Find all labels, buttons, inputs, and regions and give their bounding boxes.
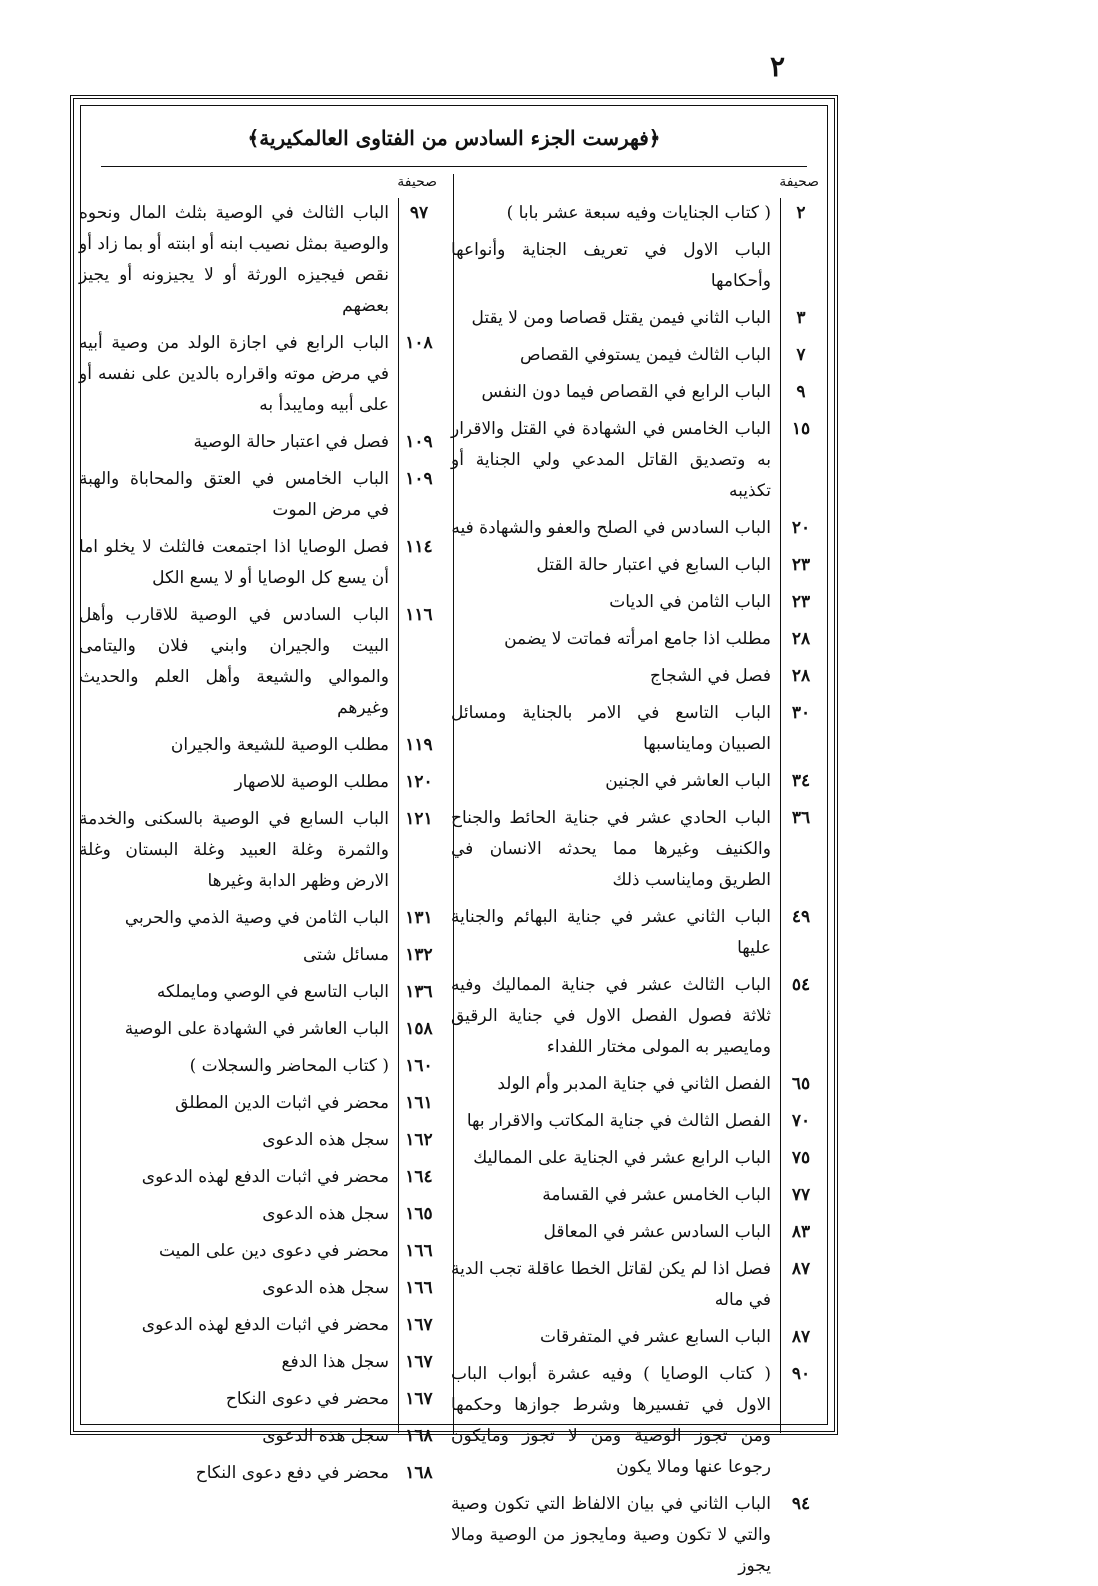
entry-title: الباب التاسع في الوصي ومايملكه [156, 982, 389, 1002]
entry-page-number: ١٣٢ [405, 945, 433, 965]
index-entry [79, 1014, 439, 1045]
entry-page-number: ١٦٧ [405, 1352, 433, 1372]
entry-page-number: ٢٠ [791, 518, 811, 538]
entry-page-number: ٤٩ [791, 907, 811, 927]
index-entry [79, 1125, 439, 1156]
entry-page-number: ٩٠ [791, 1364, 811, 1384]
index-entry [79, 767, 439, 798]
index-frame-inner [79, 105, 828, 1576]
entry-page-number: ١٦٧ [405, 1315, 433, 1335]
index-entry [451, 414, 821, 507]
index-entry [79, 1310, 439, 1341]
entry-title: الباب الثاني عشر في جناية البهائم والجناية عليها [451, 907, 771, 958]
entry-title: ( كتاب الجنايات وفيه سبعة عشر بابا ) [506, 203, 771, 223]
index-entry [451, 550, 821, 581]
entry-title: الفصل الثاني في جناية المدبر وأم الولد [497, 1074, 771, 1094]
entry-page-number: ٧٥ [791, 1148, 811, 1168]
entry-page-number: ١٦٨ [405, 1426, 433, 1446]
entry-title: الباب التاسع في الامر بالجناية ومسائل الصبيان ومايناسبها [451, 703, 771, 754]
index-entry [451, 1254, 821, 1316]
entry-page-number: ٣ [796, 308, 806, 328]
entry-title: محضر في دفع دعوى النكاح [195, 1463, 389, 1483]
index-entry [451, 1489, 821, 1582]
entry-page-number: ٨٧ [791, 1259, 811, 1279]
index-entry [451, 766, 821, 797]
entry-title: الباب الثاني في بيان الالفاظ التي تكون وصية والتي لا تكون وصية ومايجوز من الوصية ومالا يجوز [451, 1494, 771, 1576]
entry-title: محضر في اثبات الدفع لهذه الدعوى [141, 1315, 389, 1335]
index-entry [451, 970, 821, 1063]
entry-title: سجل هذه الدعوى [262, 1426, 389, 1446]
index-entry [79, 198, 439, 322]
index-entry [451, 1359, 821, 1483]
index-entry [79, 1162, 439, 1193]
entry-page-number: ١٦٢ [405, 1130, 433, 1150]
entry-page-number: ٥٤ [791, 975, 811, 995]
index-entry [451, 1180, 821, 1211]
entry-page-number: ٣٦ [791, 808, 811, 828]
entry-page-number: ١٣١ [405, 908, 433, 928]
index-entry [451, 340, 821, 371]
entry-page-number: ١٢٠ [405, 772, 433, 792]
entry-title: الباب السابع في الوصية بالسكنى والخدمة والثمرة وغلة العبيد وغلة البستان وغلة الارض وظهر الدابة وغيرها [79, 809, 389, 891]
entry-title: الباب الاول في تعريف الجناية وأنواعها وأحكامها [451, 240, 771, 291]
entry-title: مطلب الوصية للاصهار [234, 772, 389, 792]
entry-title: الباب الثامن في الديات [609, 592, 771, 612]
entry-page-number: ٢ [796, 203, 806, 223]
entry-title: سجل هذه الدعوى [262, 1130, 389, 1150]
index-entry [79, 1347, 439, 1378]
index-entry [451, 902, 821, 964]
index-entry [79, 328, 439, 421]
entry-page-number: ١٢١ [405, 809, 433, 829]
entry-title: الباب الثالث عشر في جناية المماليك وفيه ثلاثة فصول الفصل الاول في جناية الرقيق ومايصير به المولى مختار اللفداء [451, 975, 771, 1057]
entry-title: الباب الرابع عشر في الجناية على المماليك [473, 1148, 771, 1168]
entry-title: محضر في دعوى دين على الميت [158, 1241, 389, 1261]
index-entry [451, 1143, 821, 1174]
entry-page-number: ١٦٨ [405, 1463, 433, 1483]
title-rule [101, 166, 807, 167]
entry-title: الباب السادس عشر في المعاقل [543, 1222, 771, 1242]
entry-title: محضر في اثبات الدفع لهذه الدعوى [141, 1167, 389, 1187]
entry-title: مسائل شتى [302, 945, 389, 965]
entry-title: فصل الوصايا اذا اجتمعت فالثلث لا يخلو اما أن يسع كل الوصايا أو لا يسع الكل [79, 537, 389, 588]
index-entry [79, 1421, 439, 1452]
entry-title: الباب الثاني فيمن يقتل قصاصا ومن لا يقتل [471, 308, 771, 328]
entry-page-number: ١١٦ [405, 605, 433, 625]
index-entry [79, 804, 439, 897]
entry-page-number: ١٦١ [405, 1093, 433, 1113]
entry-page-number: ٧٠ [791, 1111, 811, 1131]
entry-title: الباب السابع عشر في المتفرقات [540, 1327, 771, 1347]
entry-title: الباب الرابع في القصاص فيما دون النفس [481, 382, 771, 402]
entry-page-number: ٨٧ [791, 1327, 811, 1347]
entry-title: الباب الرابع في اجازة الولد من وصية أبيه في مرض موته واقراره بالدين على نفسه أو على أبيه ومايبدأ به [79, 333, 389, 415]
index-entry [79, 1384, 439, 1415]
entry-page-number: ١٠٩ [405, 432, 433, 452]
entry-page-number: ٢٨ [791, 629, 811, 649]
entry-page-number: ٨٣ [791, 1222, 811, 1242]
right-column [451, 198, 821, 1576]
entry-page-number: ١١٩ [405, 735, 433, 755]
entry-page-number: ٢٨ [791, 666, 811, 686]
entry-page-number: ٢٣ [791, 555, 811, 575]
entry-title: الباب العاشر في الجنين [605, 771, 771, 791]
entry-page-number: ١٦٦ [405, 1241, 433, 1261]
entry-page-number: ١٠٩ [405, 469, 433, 489]
index-entry [451, 587, 821, 618]
entry-title: محضر في دعوى النكاح [225, 1389, 389, 1409]
index-entry [451, 303, 821, 334]
entry-title: الباب الحادي عشر في جناية الحائط والجناح والكنيف وغيرها مما يحدثه الانسان في الطريق ومايناسب ذلك [451, 808, 771, 890]
entry-title: مطلب الوصية للشيعة والجيران [170, 735, 389, 755]
entry-page-number: ١٦٦ [405, 1278, 433, 1298]
entry-title: الباب السادس في الصلح والعفو والشهادة فيه [451, 518, 771, 538]
entry-title: سجل هذا الدفع [281, 1352, 389, 1372]
index-entry [79, 1051, 439, 1082]
entry-page-number: ٢٣ [791, 592, 811, 612]
entry-page-number: ٣٠ [791, 703, 811, 723]
entry-title: الباب الثالث فيمن يستوفي القصاص [519, 345, 771, 365]
index-frame [70, 95, 838, 1576]
entry-title: الباب الخامس في العتق والمحاباة والهبة في مرض الموت [79, 469, 389, 520]
index-entry [451, 513, 821, 544]
entry-page-number: ٩٧ [409, 203, 429, 223]
index-entry [79, 427, 439, 458]
entry-title: محضر في اثبات الدين المطلق [175, 1093, 389, 1113]
entry-page-number: ٦٥ [791, 1074, 811, 1094]
entry-page-number: ٩٤ [791, 1494, 811, 1514]
entry-title: فصل في الشجاج [649, 666, 771, 686]
index-entry [451, 377, 821, 408]
entry-page-number: ٧ [796, 345, 806, 365]
entry-page-number: ١٠٨ [405, 333, 433, 353]
index-entry [451, 1217, 821, 1248]
entry-page-number: ١٥ [791, 419, 811, 439]
entry-page-number: ١٦٥ [405, 1204, 433, 1224]
index-title: ﴿فهرست الجزء السادس من الفتاوى العالمكيرية﴾ [247, 126, 661, 150]
index-entry [451, 803, 821, 896]
index-entry [79, 1458, 439, 1489]
entry-page-number: ١٦٠ [405, 1056, 433, 1076]
entry-title: الباب الخامس عشر في القسامة [542, 1185, 771, 1205]
index-entry [79, 1236, 439, 1267]
index-entry [79, 532, 439, 594]
left-page-header: صحيفة [397, 174, 437, 190]
index-entry [79, 1273, 439, 1304]
entry-page-number: ٩ [796, 382, 806, 402]
index-entry [451, 198, 821, 229]
index-entry [451, 1069, 821, 1100]
entry-page-number: ١٦٧ [405, 1389, 433, 1409]
page-number: ٢ [770, 50, 786, 83]
entry-page-number: ١١٤ [405, 537, 433, 557]
entry-page-number: ١٦٤ [405, 1167, 433, 1187]
index-entry [79, 940, 439, 971]
entry-title: الباب السادس في الوصية للاقارب وأهل البيت والجيران وابني فلان واليتامى والموالي والشيعة وأهل العلم والحديث وغيرهم [79, 605, 389, 718]
index-entry [451, 661, 821, 692]
right-page-header: صحيفة [779, 174, 819, 190]
index-entry [79, 1199, 439, 1230]
index-entry [451, 1322, 821, 1353]
entry-page-number: ١٣٦ [405, 982, 433, 1002]
index-entry [79, 977, 439, 1008]
entry-title: ( كتاب المحاضر والسجلات ) [189, 1056, 389, 1076]
entry-title: مطلب اذا جامع امرأته فماتت لا يضمن [504, 629, 771, 649]
index-entry [79, 1088, 439, 1119]
entry-title: الباب الثالث في الوصية بثلث المال ونحوه والوصية بمثل نصيب ابنه أو ابنته أو بما زاد أو نقص فيجيزه الورثة أو لا يجيزونه أو يجيز بعضهم [79, 203, 389, 316]
index-entry [79, 903, 439, 934]
index-entry [79, 600, 439, 724]
entry-page-number: ٣٤ [791, 771, 811, 791]
entry-title: الباب الثامن في وصية الذمي والحربي [124, 908, 389, 928]
entry-title: سجل هذه الدعوى [262, 1204, 389, 1224]
index-entry [79, 730, 439, 761]
entry-title: الفصل الثالث في جناية المكاتب والاقرار بها [466, 1111, 771, 1131]
entry-title: الباب الخامس في الشهادة في القتل والاقرار به وتصديق القاتل المدعي ولي الجناية أو تكذيبه [451, 419, 771, 501]
entry-title: فصل اذا لم يكن لقاتل الخطا عاقلة تجب الدية في ماله [451, 1259, 771, 1310]
index-entry [79, 464, 439, 526]
entry-page-number: ١٥٨ [405, 1019, 433, 1039]
left-column [79, 198, 439, 1483]
entry-title: الباب السابع في اعتبار حالة القتل [536, 555, 771, 575]
entry-title: سجل هذه الدعوى [262, 1278, 389, 1298]
entry-title: الباب العاشر في الشهادة على الوصية [124, 1019, 389, 1039]
index-entry [451, 698, 821, 760]
entry-title: ( كتاب الوصايا ) وفيه عشرة أبواب الباب الاول في تفسيرها وشرط جوازها وحكمها ومن تجوز الوصية ومن لا تجوز ومايكون رجوعا عنها ومالا يكون [451, 1364, 771, 1477]
entry-page-number: ٧٧ [791, 1185, 811, 1205]
index-entry [451, 624, 821, 655]
entry-title: فصل في اعتبار حالة الوصية [193, 432, 389, 452]
index-entry [451, 1106, 821, 1137]
index-entry [451, 235, 821, 297]
